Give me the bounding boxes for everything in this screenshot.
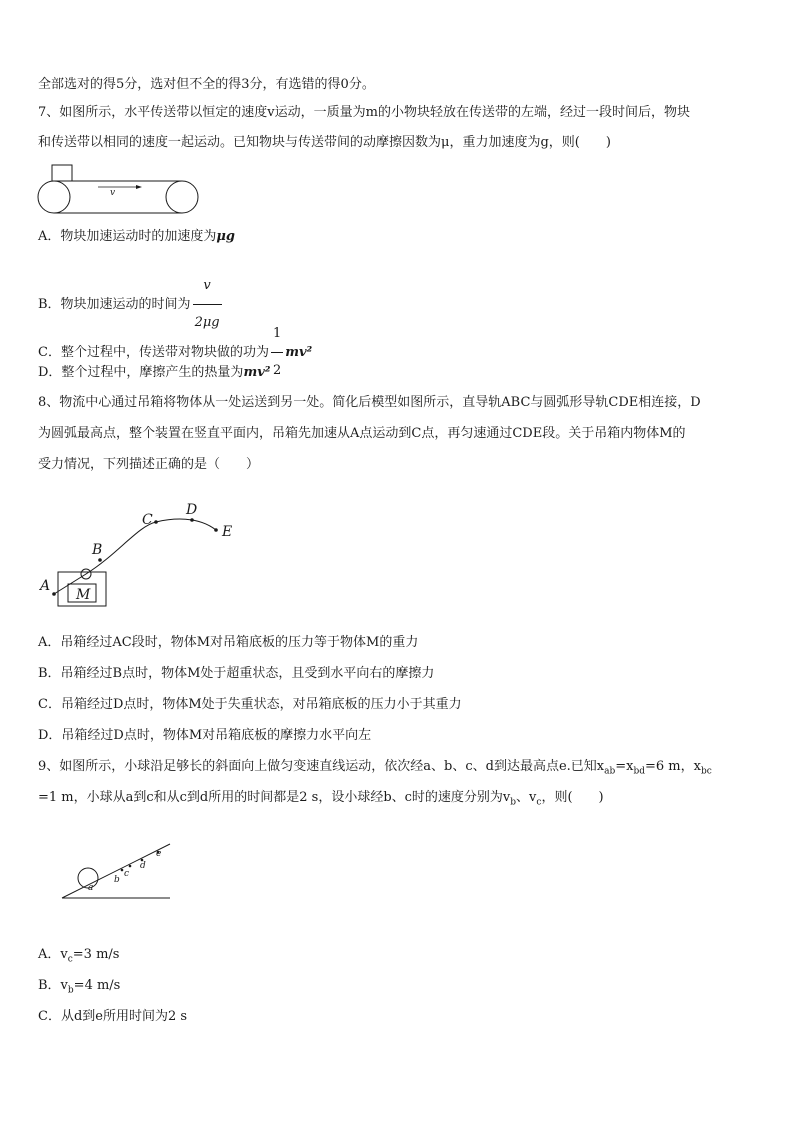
q9-stem-mid2: =6 m，x	[645, 759, 701, 774]
q9-sub-c: c	[536, 797, 542, 808]
q8-point-d	[190, 518, 194, 522]
q7-option-d-expr: mv²	[243, 365, 271, 380]
q8-option-c[interactable]: C．吊箱经过D点时，物体M处于失重状态，对吊箱底板的压力小于其重力	[38, 697, 462, 712]
q8-point-a	[52, 592, 56, 596]
q9-label-a: a	[88, 883, 94, 893]
q7-option-c-denominator: 2	[272, 363, 282, 378]
q9-incline-figure	[58, 840, 178, 902]
q9-option-c[interactable]: C．从d到e所用时间为2 s	[38, 1009, 188, 1024]
q9-option-a-sub: c	[67, 954, 73, 965]
q7-block	[52, 165, 72, 181]
q9-sub-b: b	[510, 797, 517, 808]
q7-right-pulley	[166, 181, 198, 213]
q7-option-c-fraction	[271, 316, 283, 389]
q8-track-path	[54, 519, 216, 594]
q7-conveyor-figure	[36, 165, 206, 215]
q7-option-c-text: C．整个过程中，传送带对物块做的功为	[38, 345, 269, 360]
q7-option-d-text: D．整个过程中，摩擦产生的热量为	[38, 365, 244, 380]
q9-option-a-post: =3 m/s	[72, 947, 120, 962]
q8-point-b	[98, 558, 102, 562]
q9-point-c	[129, 865, 132, 868]
q9-option-b-post: =4 m/s	[73, 978, 121, 993]
q9-stem-mid1: =x	[615, 759, 634, 774]
q9-stem-line2	[38, 789, 604, 812]
q9-incline	[62, 844, 170, 898]
q8-track-figure	[38, 496, 238, 611]
q7-arrow-head	[136, 185, 142, 189]
q8-label-m: M	[76, 587, 91, 603]
q7-option-c-numerator: 1	[271, 316, 283, 353]
q8-option-d[interactable]: D．吊箱经过D点时，物体M对吊箱底板的摩擦力水平向左	[38, 728, 372, 743]
q9-label-c: c	[124, 869, 130, 879]
q9-label-e: e	[156, 849, 162, 859]
q9-stem-sep: 、v	[516, 790, 537, 805]
q7-left-pulley	[38, 181, 70, 213]
q7-option-d[interactable]	[38, 364, 270, 382]
q9-stem-tail: ，则( )	[541, 790, 604, 805]
q9-label-d: d	[140, 861, 146, 871]
q9-option-a[interactable]	[38, 946, 119, 969]
q7-option-a-text: A．物块加速运动时的加速度为	[38, 229, 217, 244]
q7-option-b-text: B．物块加速运动的时间为	[38, 297, 191, 312]
q8-stem-line2: 为圆弧最高点，整个装置在竖直平面内，吊箱先加速从A点运动到C点，再匀速通过CDE段。关于吊箱内物体M的	[38, 426, 686, 441]
q7-stem-line2: 和传送带以相同的速度一起运动。已知物块与传送带间的动摩擦因数为μ，重力加速度为g，则( )	[38, 135, 611, 150]
q9-option-b[interactable]	[38, 977, 120, 1000]
q9-option-b-sub: b	[67, 985, 74, 996]
q8-label-a: A	[40, 578, 51, 594]
q8-label-c: C	[142, 512, 153, 528]
q7-option-a-expr: μg	[216, 229, 235, 244]
q8-stem-line3: 受力情况，下列描述正确的是（ ）	[38, 457, 260, 472]
q9-label-b: b	[114, 875, 120, 885]
q9-stem-line1	[38, 758, 712, 781]
q9-option-b-pre: B．v	[38, 978, 68, 993]
q9-option-a-pre: A．v	[38, 947, 68, 962]
q8-point-c	[154, 520, 158, 524]
q9-sub-bd: bd	[633, 766, 646, 777]
q8-label-e: E	[222, 524, 233, 540]
q8-option-a[interactable]: A．吊箱经过AC段时，物体M对吊箱底板的压力等于物体M的重力	[38, 635, 419, 650]
intro-text: 全部选对的得5分，选对但不全的得3分，有选错的得0分。	[38, 77, 375, 92]
q7-option-b-numerator: v	[193, 268, 222, 305]
q7-option-a[interactable]	[38, 228, 235, 246]
q7-option-b-denominator: 2μg	[194, 315, 220, 330]
q9-stem-text-a: 9、如图所示，小球沿足够长的斜面向上做匀变速直线运动，依次经a、b、c、d到达最高点e.已知x	[38, 759, 605, 774]
q9-stem-text-b: =1 m，小球从a到c和从c到d所用的时间都是2 s，设小球经b、c时的速度分别为v	[38, 790, 511, 805]
q8-label-d: D	[186, 502, 198, 518]
q8-label-b: B	[92, 542, 103, 558]
q9-point-b	[121, 869, 124, 872]
q9-sub-bc: bc	[700, 766, 712, 777]
q7-velocity-label: v	[110, 188, 116, 198]
q9-sub-ab: ab	[604, 766, 616, 777]
q7-stem-line1: 7、如图所示，水平传送带以恒定的速度v运动，一质量为m的小物块轻放在传送带的左端，经过一段时间后，物块	[38, 105, 690, 120]
q8-point-e	[214, 528, 218, 532]
q8-stem-line1: 8、物流中心通过吊箱将物体从一处运送到另一处。简化后模型如图所示，直导轨ABC与圆弧形导轨CDE相连接，D	[38, 395, 701, 410]
q7-option-c-expr: mv²	[285, 345, 313, 360]
q8-option-b[interactable]: B．吊箱经过B点时，物体M处于超重状态，且受到水平向右的摩擦力	[38, 666, 435, 681]
